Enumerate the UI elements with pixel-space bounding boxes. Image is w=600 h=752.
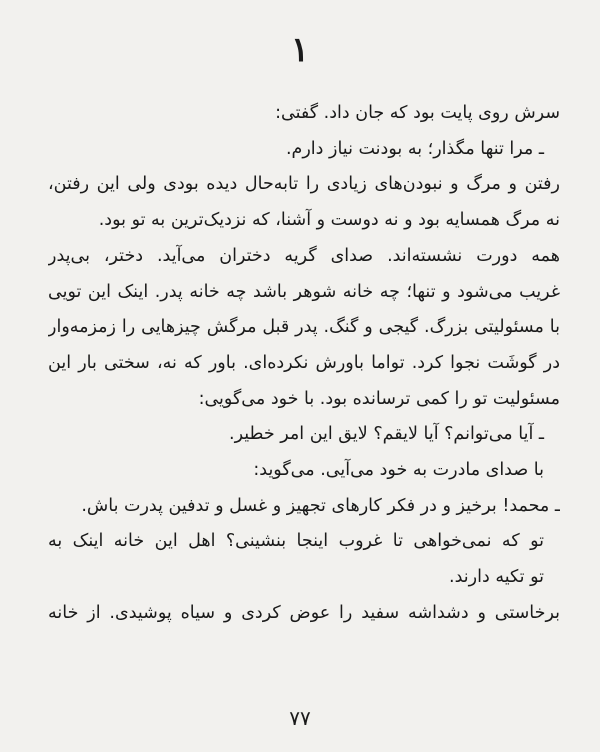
text-line: سرش روی پایت بود که جان داد. گفتی: [275,103,560,123]
text-line: تو تکیه دارند. [449,567,544,588]
chapter-number: ۱ [290,30,310,70]
text-line: تو که نمی‌خواهی تا غروب اینجا بنشینی؟ اهل این خانه اینک به [48,531,544,552]
text-line: نه مرگ همسایه بود و نه دوست و آشنا، که نزدیک‌ترین به تو بود. [98,210,560,231]
text-line: مسئولیت تو را کمی ترسانده بود. با خود می‌گویی: [198,388,560,409]
text-line: برخاستی و دشداشه سفید را عوض کردی و سیاه پوشیدی. از خانه [48,602,560,623]
text-line: ـ محمد! برخیز و در فکر کارهای تجهیز و غسل و تدفین پدرت باش. [81,495,560,516]
text-line: ـ آیا می‌توانم؟ آیا لایقم؟ لایق این امر خطیر. [229,424,544,445]
text-line: همه دورت نشسته‌اند. صدای گریه دختران می‌آید. دختر، بی‌پدر [48,245,560,266]
page-number: ۷۷ [289,706,311,730]
text-line: با صدای مادرت به خود می‌آیی. می‌گوید: [253,460,544,481]
text-line: رفتن و مرگ و نبودن‌های زیادی را تابه‌حال دیده بودی ولی این رفتن، [48,174,560,195]
text-line: غریب می‌شود و تنها؛ چه خانه شوهر باشد چه خانه پدر. اینک این تویی [48,281,560,302]
text-line: ـ مرا تنها مگذار؛ به بودنت نیاز دارم. [285,138,544,159]
text-line: با مسئولیتی بزرگ. گیجی و گنگ. پدر قبل مرگش چیزهایی را زمزمه‌وار [48,317,560,338]
body-text [48,96,560,632]
text-line: در گوشَت نجوا کرد. تواما باورش نکرده‌ای. باور که نه، سختی بار این [48,352,560,373]
